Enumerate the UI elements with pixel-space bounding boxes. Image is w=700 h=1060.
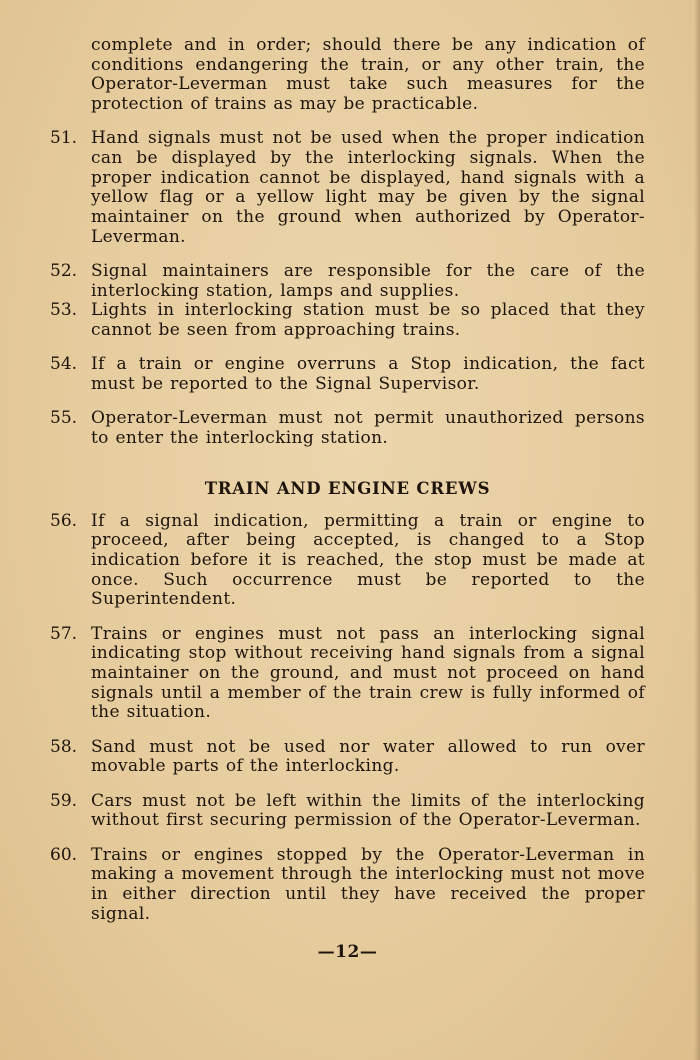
rule-60 xyxy=(50,846,645,925)
rule-text: Lights in interlocking station must be so placed that they cannot be seen from approaching trains. xyxy=(91,300,645,341)
page-content xyxy=(50,36,645,962)
paragraph-text: complete and in order; should there be any indication of conditions endangering the train, or any other train, the Operator-Leverman must take such measures for the protection of trains as may be practicable. xyxy=(91,35,645,115)
rule-55 xyxy=(50,409,645,448)
rule-number: 57. xyxy=(50,623,78,644)
rule-text: Trains or engines stopped by the Operator-Leverman in making a movement through the interlocking must not move in either direction until they have received the proper signal. xyxy=(91,844,645,924)
rule-number: 53. xyxy=(50,300,78,321)
rule-number: 56. xyxy=(50,510,78,531)
rule-text: If a train or engine overruns a Stop indication, the fact must be reported to the Signal Supervisor. xyxy=(91,354,645,395)
rule-number: 52. xyxy=(50,261,78,282)
rule-text: Signal maintainers are responsible for the care of the interlocking station, lamps and supplies. xyxy=(91,261,645,301)
rule-text: Operator-Leverman must not permit unauthorized persons to enter the interlocking station. xyxy=(91,408,645,448)
rule-56 xyxy=(50,512,645,611)
rule-number: 58. xyxy=(50,736,78,757)
paragraph-continued xyxy=(50,36,645,115)
rule-number: 60. xyxy=(50,844,78,865)
rule-text: Sand must not be used nor water allowed to run over movable parts of the interlocking. xyxy=(91,736,645,777)
rule-number: 51. xyxy=(50,128,78,149)
rule-text: Trains or engines must not pass an interlocking signal indicating stop without receiving hand signals from a signal maintainer on the ground, and must not proceed on hand signals until a member of the train crew is fully informed of the situation. xyxy=(91,623,645,723)
rule-59 xyxy=(50,792,645,831)
rule-number: 55. xyxy=(50,408,78,429)
rule-text: Hand signals must not be used when the proper indication can be displayed by the interlocking signals. When the proper indication cannot be displayed, hand signals with a yellow flag or a yellow light may be given by the signal maintainer on the ground when authorized by Operator-Leverman. xyxy=(91,128,645,247)
rule-54 xyxy=(50,355,645,394)
rule-58 xyxy=(50,738,645,777)
rule-text: If a signal indication, permitting a train or engine to proceed, after being accepted, is changed to a Stop indication before it is reached, the stop must be made at once. Such occurrence must be reported to the Superintendent. xyxy=(91,510,645,610)
page-number: —12— xyxy=(317,942,378,963)
rule-number: 59. xyxy=(50,790,78,811)
rule-57 xyxy=(50,625,645,724)
rule-52 xyxy=(50,262,645,301)
rule-number: 54. xyxy=(50,354,78,375)
rule-text: Cars must not be left within the limits of the interlocking without first securing permission of the Operator-Leverman. xyxy=(91,790,645,831)
section-heading: TRAIN AND ENGINE CREWS xyxy=(204,478,491,498)
rule-53 xyxy=(50,301,645,340)
rule-51 xyxy=(50,129,645,247)
